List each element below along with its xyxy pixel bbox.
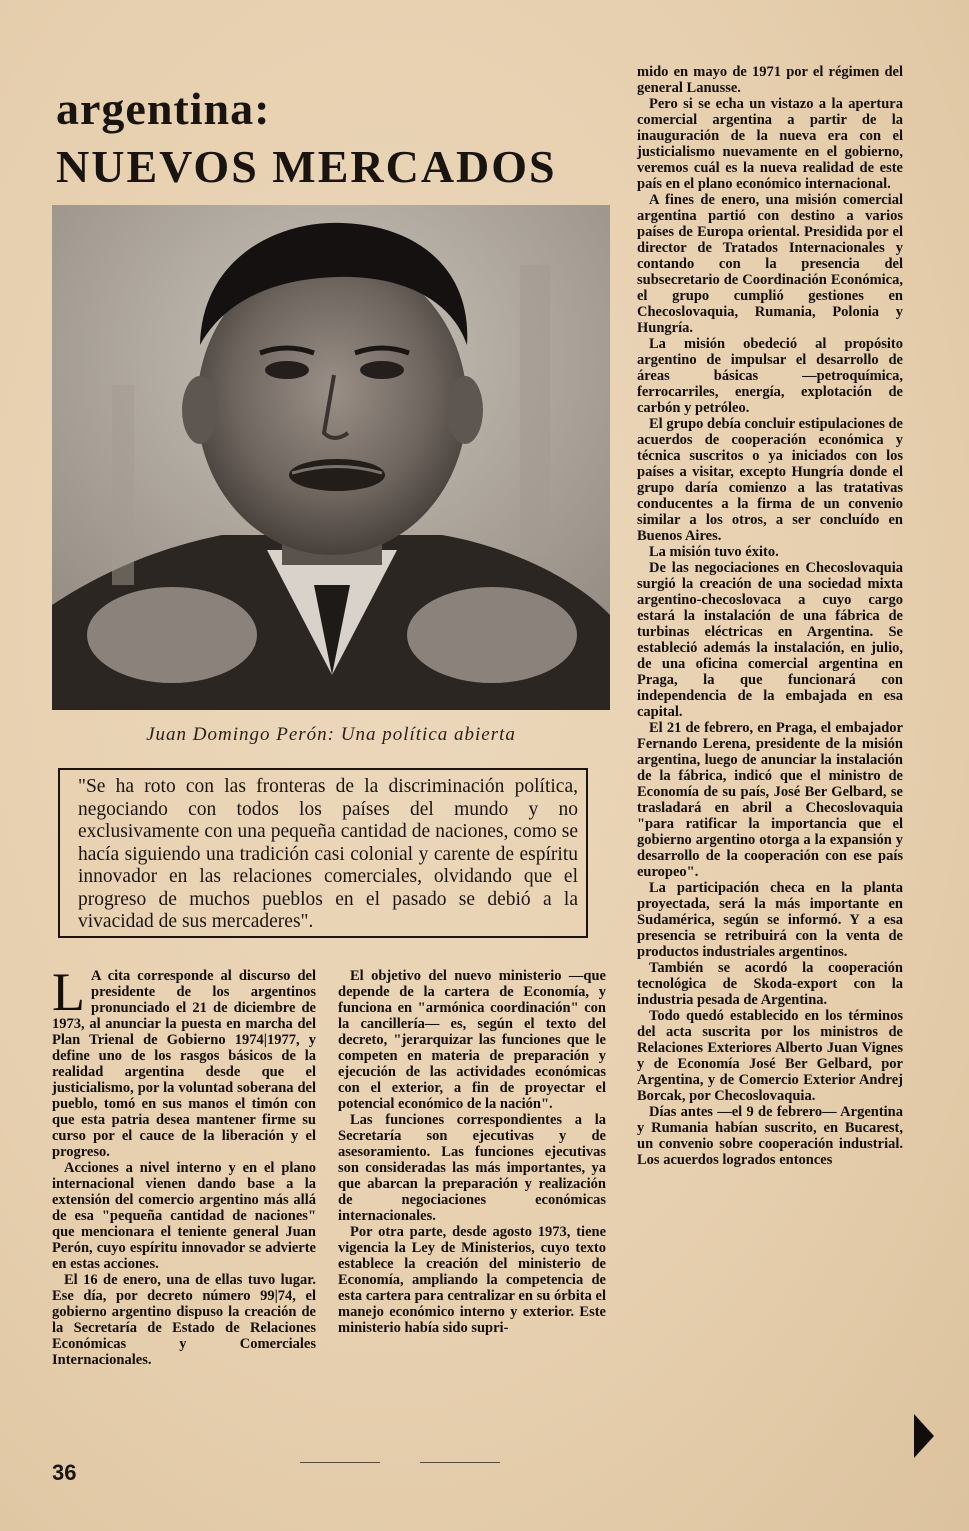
article-paragraph: A fines de enero, una misión comercial argentina partió con destino a varios países de Europa oriental. Presidida por el director de Tratados Internacionales y contando con la presencia del subsecretario de Coordinación Económica, el grupo cumplió gestiones en Checoslovaquia, Rumania, Polonia y Hungría. <box>637 192 903 336</box>
article-paragraph: Todo quedó establecido en los términos del acta suscrita por los ministros de Relaciones Exteriores Alberto Juan Vignes y de Economía José Ber Gelbard, por Argentina, y de Comercio Exterior Andrej Borcak, por Checoslovaquia. <box>637 1008 903 1104</box>
portrait-image <box>52 205 610 710</box>
article-paragraph: Acciones a nivel interno y en el plano internacional vienen dando base a la extensión del comercio argentino más allá de esa "pequeña cantidad de naciones" que mencionara el teniente general Juan Perón, cuyo espíritu innovador se advierte en estas acciones. <box>52 1160 316 1272</box>
article-paragraph: El 16 de enero, una de ellas tuvo lugar. Ese día, por decreto número 99|74, el gobierno argentino dispuso la creación de la Secretaría de Estado de Relaciones Económicas y Comerciales Internacionales. <box>52 1272 316 1368</box>
article-paragraph: También se acordó la cooperación tecnológica de Skoda-export con la industria pesada de Argentina. <box>637 960 903 1008</box>
article-paragraph: mido en mayo de 1971 por el régimen del general Lanusse. <box>637 64 903 96</box>
footer-rule <box>300 1462 380 1463</box>
article-paragraph: Por otra parte, desde agosto 1973, tiene vigencia la Ley de Ministerios, cuyo texto establece la creación del ministerio de Economía, ampliando la competencia de esta cartera para centralizar en su órbita el manejo económico interno y exterior. Este ministerio había sido supri- <box>338 1224 606 1336</box>
drop-cap: L <box>52 962 85 1022</box>
article-paragraph: L A cita corresponde al discurso del presidente de los argentinos pronunciado el 21 de diciembre de 1973, al anunciar la puesta en marcha del Plan Trienal de Gobierno 1974|1977, y define uno de los rasgos básicos de la realidad argentina desde que el justicialismo, por la voluntad soberana del pueblo, tomó en sus manos el timón con que esta patria desea mantener firme su curso por el cauce de la liberación y el progreso. <box>52 962 316 1160</box>
article-paragraph: El 21 de febrero, en Praga, el embajador Fernando Lerena, presidente de la misión argentina, luego de anunciar la instalación de la fábrica, indicó que el ministro de Economía de su país, José Ber Gelbard, se trasladará en abril a Checoslovaquia "para ratificar la importancia que el gobierno argentino otorga a la expansión y desarrollo de la cooperación con ese país europeo". <box>637 720 903 880</box>
article-paragraph: Las funciones correspondientes a la Secretaría son ejecutivas y de asesoramiento. Las funciones ejecutivas son consideradas las más importantes, ya que abarcan la preparación y realización de negociaciones económicas internacionales. <box>338 1112 606 1224</box>
article-paragraph: La misión tuvo éxito. <box>649 544 779 560</box>
page-number: 36 <box>52 1460 77 1485</box>
pull-quote <box>58 768 588 938</box>
article-paragraph: Días antes —el 9 de febrero— Argentina y Rumania habían suscrito, en Bucarest, un convenio sobre cooperación industrial. Los acuerdos logrados entonces <box>637 1104 903 1168</box>
article-paragraph: Pero si se echa un vistazo a la apertura comercial argentina a partir de la inauguración de la nueva era con el justicialismo nuevamente en el gobierno, veremos cuál es la nueva realidad de este país en el plano económico internacional. <box>637 96 903 192</box>
article-column-1 <box>52 962 316 1368</box>
article-paragraph: El objetivo del nuevo ministerio —que depende de la cartera de Economía, y funciona en "armónica coordinación" con la cancillería— es, según el texto del decreto, "jerarquizar las funciones que le competen en materia de preparación y ejecución de las actividades económicas con el exterior, a fin de proyectar el potencial económico de la nación". <box>338 968 606 1112</box>
article-paragraph: De las negociaciones en Checoslovaquia surgió la creación de una sociedad mixta argentino-checoslovaca a cuyo cargo estará la instalación de una fábrica de turbinas eléctricas en Argentina. Se estableció además la instalación, en julio, de una oficina comercial argentina en Praga, la que funcionará con independencia de la embajada en esa capital. <box>637 560 903 720</box>
footer-rule <box>420 1462 500 1463</box>
article-paragraph: El grupo debía concluir estipulaciones de acuerdos de cooperación económica y técnica suscritos o ya iniciados con los países a visitar, excepto Hungría donde el grupo daría comienzo a las tratativas conducentes a la firma de un convenio similar a los otros, a ser concluído en Buenos Aires. <box>637 416 903 544</box>
article-column-3 <box>637 64 903 1168</box>
article-paragraph: La misión obedeció al propósito argentino de impulsar el desarrollo de áreas básicas —petroquímica, ferrocarriles, energía, explotación de carbón y petróleo. <box>637 336 903 416</box>
portrait-photo <box>52 205 610 710</box>
page-title: NUEVOS MERCADOS <box>56 141 557 192</box>
continue-arrow-icon <box>914 1414 934 1458</box>
photo-caption: Juan Domingo Perón: Una política abierta <box>146 724 516 745</box>
article-column-2 <box>338 968 606 1336</box>
pull-quote-text: "Se ha roto con las fronteras de la discriminación política, negociando con todos los países del mundo y no exclusivamente con una pequeña cantidad de naciones, como se hacía siguiendo una tradición casi colonial y carente de espíritu innovador en las relaciones comerciales, olvidando que el progreso de muchos pueblos en el pasado se debió a la vivacidad de sus mercaderes". <box>78 776 578 932</box>
section-kicker: argentina: <box>56 83 271 134</box>
article-paragraph: La participación checa en la planta proyectada, será la más importante en Sudamérica, según se informó. Y a esa presencia se retribuirá con la venta de productos industriales argentinos. <box>637 880 903 960</box>
